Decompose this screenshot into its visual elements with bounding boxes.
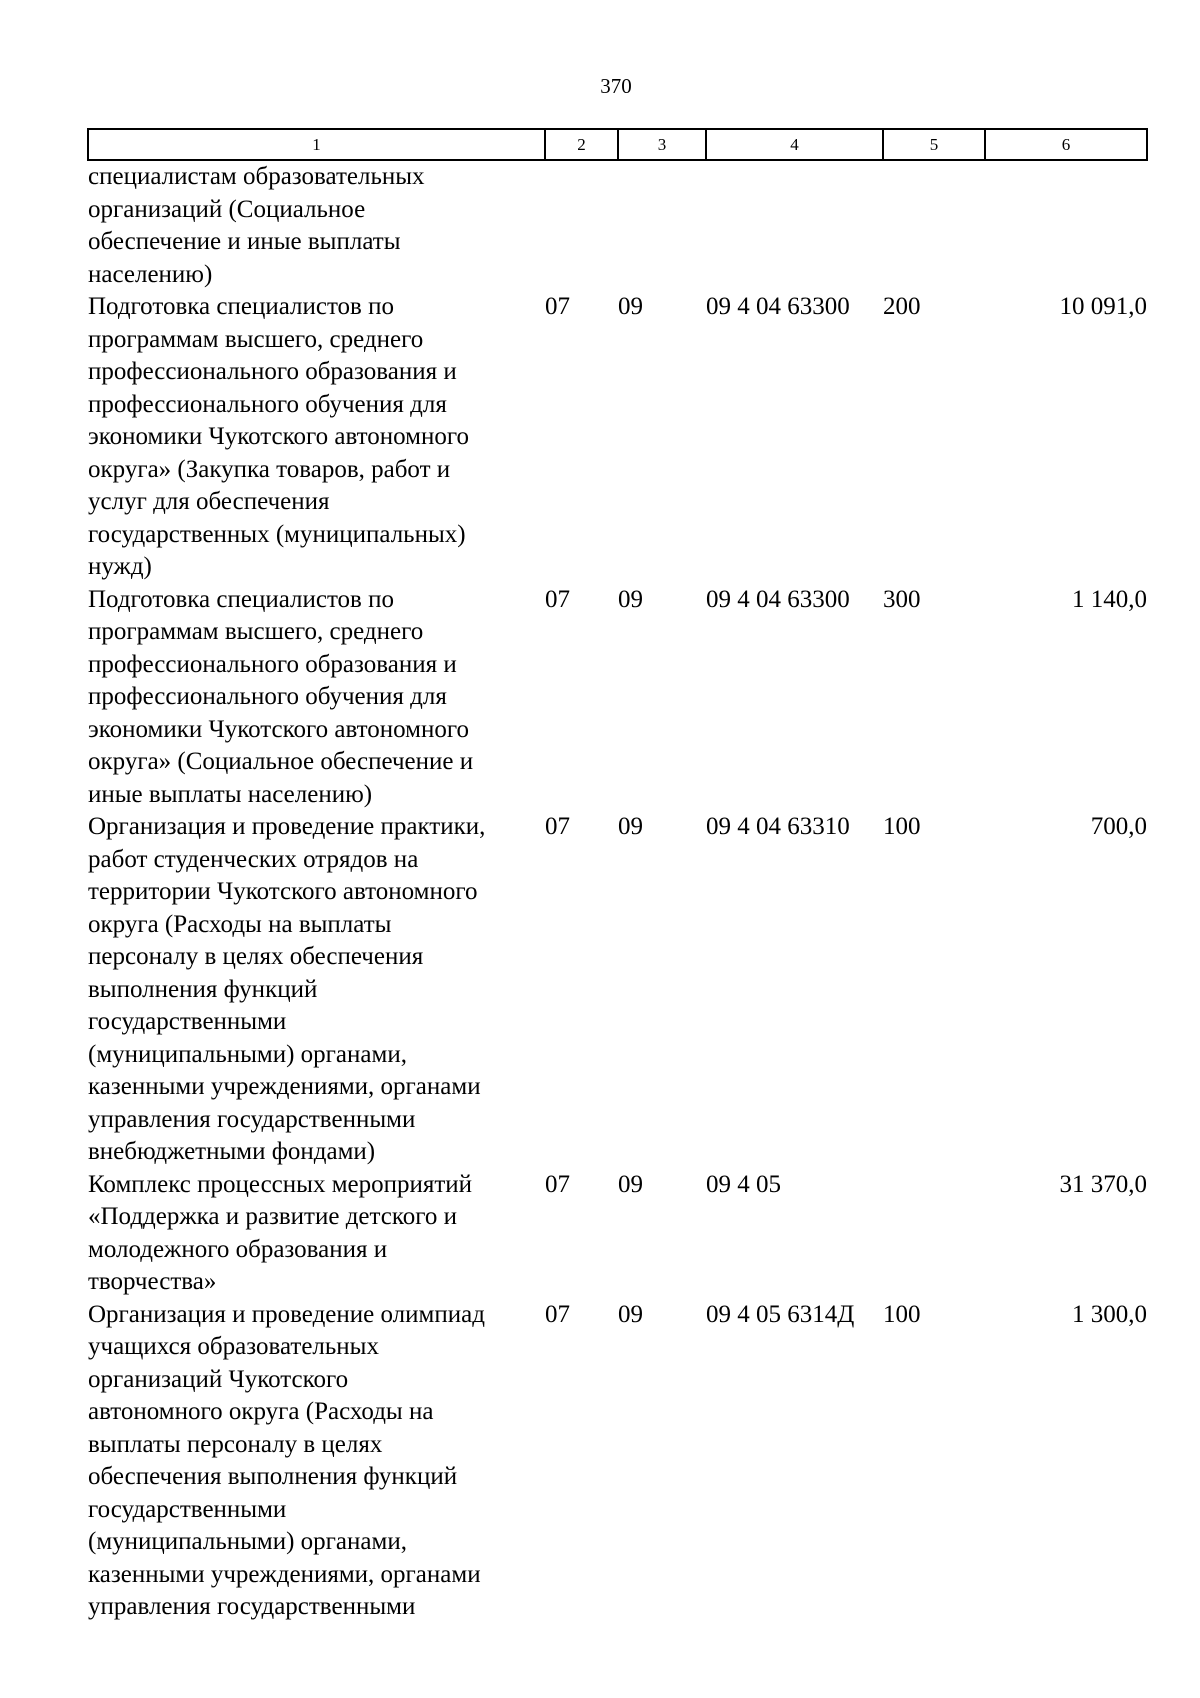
table-row [88,1299,1147,1624]
row-description: Организация и проведение практики, работ студенческих отрядов на территории Чукотского автономного округа (Расходы на выплаты персоналу в целях обеспечения выполнения функций государственными (муниципальными) органами, казенными учреждениями, органами управления государственными внебюджетными фондами) [88,813,486,1165]
table-row [88,1169,1147,1299]
row-amount: 31 370,0 [1059,1170,1147,1198]
row-description: специалистам образовательных организаций (Социальное обеспечение и иные выплаты населению) [88,163,425,288]
row-expense-type: 100 [883,1300,921,1328]
row-target-article [706,160,883,291]
table-row [88,811,1147,1169]
header-row [88,129,1147,160]
row-expense-type: 100 [883,813,921,840]
row-section: 07 [545,1300,570,1328]
row-target-article: 09 4 04 63300 [706,585,850,613]
header-col-2: 2 [545,129,618,160]
row-description: Подготовка специалистов по программам высшего, среднего профессионального образования и профессионального обучения для экономики Чукотского автономного округа» (Закупка товаров, работ и услуг для обеспечения государственных (муниципальных) нужд) [88,293,469,580]
row-subsection: 09 [618,1170,643,1198]
row-amount: 1 300,0 [1072,1300,1147,1328]
budget-table [87,128,1148,1624]
table-row [88,291,1147,584]
table-row [88,584,1147,812]
row-target-article: 09 4 05 6314Д [706,1300,855,1328]
row-subsection: 09 [618,585,643,613]
table-header [88,129,1147,160]
row-amount: 10 091,0 [1059,293,1147,320]
row-subsection: 09 [618,1300,643,1328]
row-expense-type [883,1169,985,1299]
row-amount [985,160,1147,291]
row-section: 07 [545,293,570,320]
row-section: 07 [545,1170,570,1198]
header-col-4: 4 [706,129,883,160]
header-col-6: 6 [985,129,1147,160]
row-amount: 700,0 [1090,813,1147,840]
row-target-article: 09 4 04 63310 [706,813,850,840]
row-expense-type [883,160,985,291]
table-body [88,160,1147,1624]
row-target-article: 09 4 04 63300 [706,293,850,320]
row-section: 07 [545,585,570,613]
row-subsection: 09 [618,813,643,840]
row-section [545,160,618,291]
table-row [88,160,1147,291]
row-subsection: 09 [618,293,643,320]
row-description: Комплекс процессных мероприятий «Поддержка и развитие детского и молодежного образования и творчества» [88,1170,473,1295]
row-section: 07 [545,813,570,840]
header-col-3: 3 [618,129,706,160]
header-col-5: 5 [883,129,985,160]
row-description: Подготовка специалистов по программам высшего, среднего профессионального образования и профессионального обучения для экономики Чукотского автономного округа» (Социальное обеспечение и иные выплаты населению) [88,585,474,808]
row-expense-type: 300 [883,585,921,613]
row-expense-type: 200 [883,293,921,320]
row-amount: 1 140,0 [1072,585,1147,613]
row-subsection [618,160,706,291]
row-description: Организация и проведение олимпиад учащихся образовательных организаций Чукотского автономного округа (Расходы на выплаты персоналу в целях обеспечения выполнения функций государственными (муниципальными) органами, казенными учреждениями, органами управления государственными [88,1300,485,1620]
header-col-1: 1 [88,129,545,160]
row-target-article: 09 4 05 [706,1170,781,1198]
page-number: 370 [600,74,632,98]
